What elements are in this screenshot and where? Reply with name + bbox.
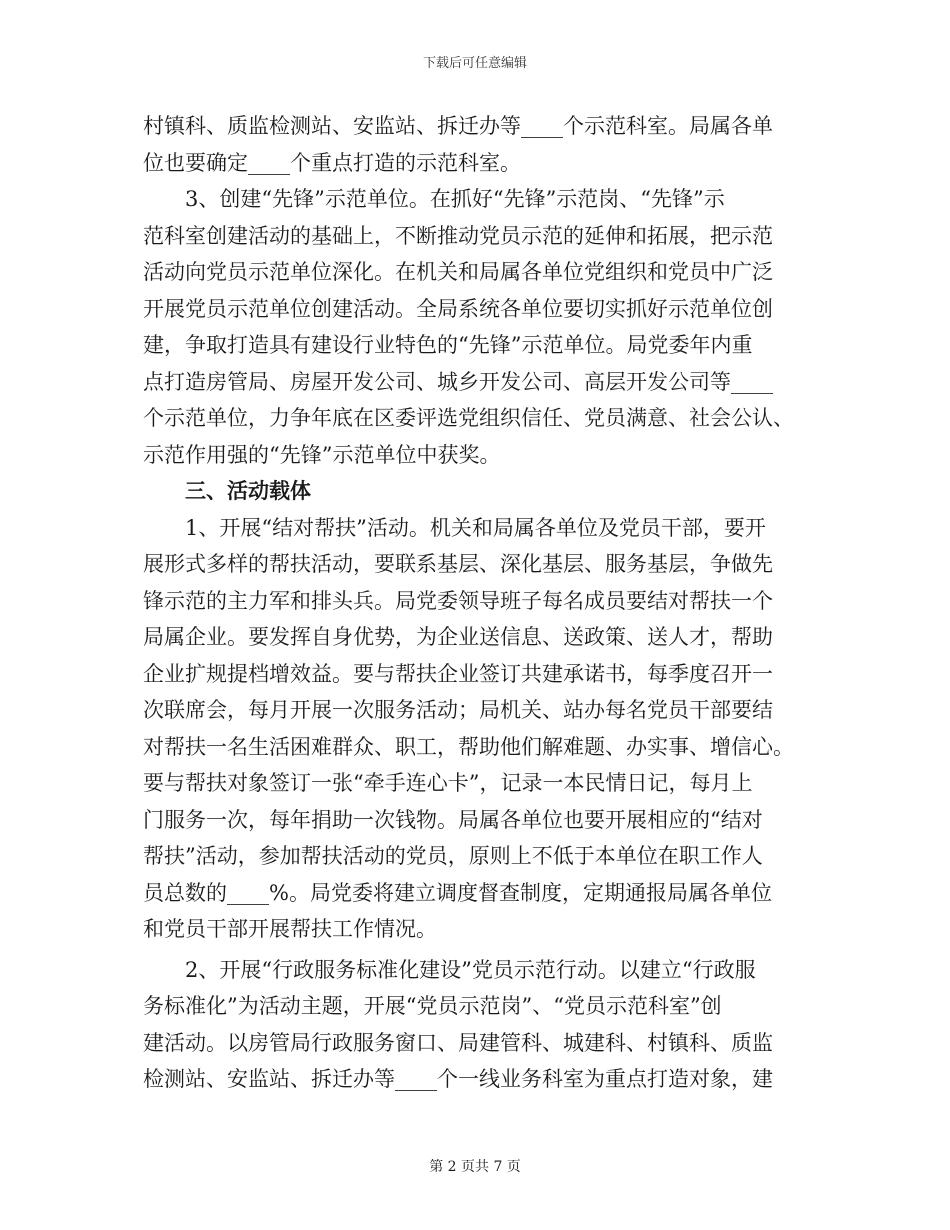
text-line: 检测站、安监站、拆迁办等____个一线业务科室为重点打造对象，建 xyxy=(143,1067,773,1091)
text-line: 建，争取打造具有建设行业特色的“先锋”示范单位。局党委年内重 xyxy=(143,333,753,357)
document-body xyxy=(143,108,811,1098)
paragraph-start: 3、创建“先锋”示范单位。在抓好“先锋”示范岗、“先锋”示 xyxy=(185,187,725,211)
text-line: 对帮扶一名生活困难群众、职工，帮助他们解难题、办实事、增信心。 xyxy=(143,734,794,759)
text-line: 局属企业。要发挥自身优势，为企业送信息、送政策、送人才，帮助 xyxy=(143,625,773,649)
text-line: 锋示范的主力军和排头兵。局党委领导班子每名成员要结对帮扶一个 xyxy=(143,588,773,613)
page-footer: 第 2 页共 7 页 xyxy=(429,1159,521,1175)
section-heading: 三、活动载体 xyxy=(185,478,311,503)
text-line: 务标准化”为活动主题，开展“党员示范岗”、“党员示范科室”创 xyxy=(143,994,722,1018)
text-line: 村镇科、质监检测站、安监站、拆迁办等____个示范科室。局属各单 xyxy=(143,114,773,138)
text-line: 和党员干部开展帮扶工作情况。 xyxy=(143,917,437,941)
text-line: 帮扶”活动，参加帮扶活动的党员，原则上不低于本单位在职工作人 xyxy=(143,844,763,868)
text-line: 次联席会，每月开展一次服务活动；局机关、站办每名党员干部要结 xyxy=(143,698,773,722)
text-line: 点打造房管局、房屋开发公司、城乡开发公司、高层开发公司等____ xyxy=(143,369,773,394)
text-line: 员总数的____%。局党委将建立调度督查制度，定期通报局属各单位 xyxy=(143,880,772,905)
text-line: 个示范单位，力争年底在区委评选党组织信任、党员满意、社会公认、 xyxy=(143,406,794,430)
text-line: 建活动。以房管局行政服务窗口、局建管科、城建科、村镇科、质监 xyxy=(143,1030,773,1055)
text-line: 范科室创建活动的基础上，不断推动党员示范的延伸和拓展，把示范 xyxy=(143,223,773,248)
text-line: 活动向党员示范单位深化。在机关和局属各单位党组织和党员中广泛 xyxy=(143,260,773,284)
page-header: 下载后可任意编辑 xyxy=(422,56,527,71)
text-line: 开展党员示范单位创建活动。全局系统各单位要切实抓好示范单位创 xyxy=(143,296,773,321)
text-line: 门服务一次，每年捐助一次钱物。局属各单位也要开展相应的“结对 xyxy=(143,807,763,832)
text-line: 要与帮扶对象签订一张“牵手连心卡”，记录一本民情日记，每月上 xyxy=(143,771,753,795)
text-line: 展形式多样的帮扶活动，要联系基层、深化基层、服务基层，争做先 xyxy=(143,552,773,576)
paragraph-start: 2、开展“行政服务标准化建设”党员示范行动。以建立“行政服 xyxy=(185,957,756,982)
text-line: 位也要确定____个重点打造的示范科室。 xyxy=(143,150,521,175)
paragraph-start: 1、开展“结对帮扶”活动。机关和局属各单位及党员干部，要开 xyxy=(185,515,766,540)
text-line: 企业扩规提档增效益。要与帮扶企业签订共建承诺书，每季度召开一 xyxy=(143,661,773,686)
text-line: 示范作用强的“先锋”示范单位中获奖。 xyxy=(143,442,501,467)
